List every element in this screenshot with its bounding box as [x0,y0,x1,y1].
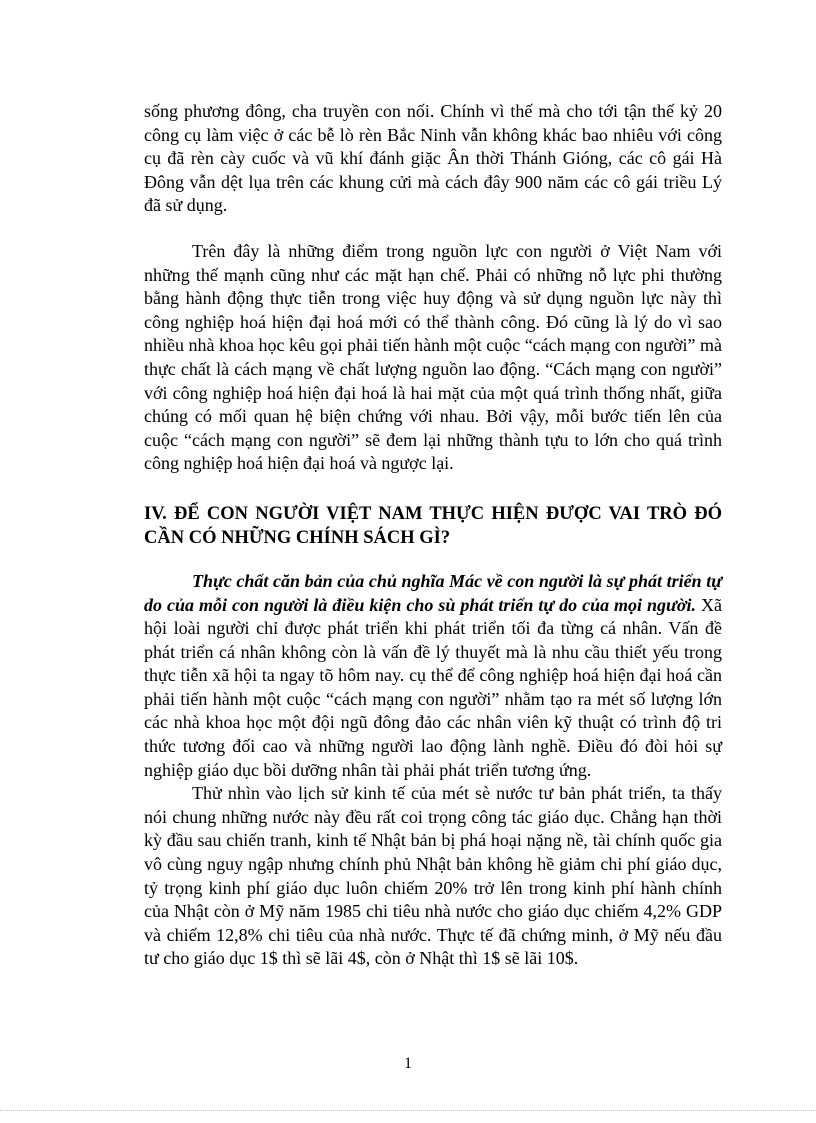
paragraph-marxism [144,570,722,782]
emphasized-statement: Thực chất căn bản của chủ nghĩa Mác về con người là sự phát triển tự do của mỗi con người là điều kiện cho sù phát triển tự do của mọi người. [144,570,722,615]
page-bottom-divider [0,1110,816,1111]
paragraph-marxism-body: Xã hội loài người chỉ được phát triển khi phát triển tối đa từng cá nhân. Vấn đề phát triển cá nhân không còn là vấn đề lý thuyết mà là nhu cầu thiết yếu trong thực tiễn xã hội ta ngay tõ hôm nay. cụ thể để công nghiệp hoá hiện đại hoá cần phải tiến hành một cuộc “cách mạng con người” nhằm tạo ra mét số lượng lớn các nhà khoa học một đội ngũ đông đảo các nhân viên kỹ thuật có trình độ tri thức tương đối cao và những người lao động lành nghề. Điều đó đòi hỏi sự nghiệp giáo dục bồi dưỡng nhân tài phải phát triển tương ứng. [144,594,722,780]
paragraph-human-resources: Trên đây là những điểm trong nguồn lực con người ở Việt Nam với những thế mạnh cũng như các mặt hạn chế. Phải có những nỗ lực phi thường bằng hành động thực tiễn trong việc huy động và sử dụng nguồn lực này thì công nghiệp hoá hiện đại hoá mới có thể thành công. Đó cũng là lý do vì sao nhiều nhà khoa học kêu gọi phải tiến hành một cuộc “cách mạng con người” mà thực chất là cách mạng về chất lượng nguồn lao động. “Cách mạng con người” với công nghiệp hoá hiện đại hoá là hai mặt của một quá trình thống nhất, giữa chúng có mối quan hệ biện chứng với nhau. Bởi vậy, mỗi bước tiến lên của cuộc “cách mạng con người” sẽ đem lại những thành tựu to lớn cho quá trình công nghiệp hoá hiện đại hoá và ngược lại. [144,240,722,474]
section-heading-iv: IV. ĐỂ CON NGƯỜI VIỆT NAM THỰC HIỆN ĐƯỢC VAI TRÒ ĐÓ CẦN CÓ NHỮNG CHÍNH SÁCH GÌ? [144,503,722,548]
page-number: 1 [404,1055,412,1072]
document-page [144,100,722,971]
paragraph-education-economics: Thử nhìn vào lịch sử kinh tế của mét sè nước tư bản phát triển, ta thấy nói chung những nước này đều rất coi trọng công tác giáo dục. Chẳng hạn thời kỳ đầu sau chiến tranh, kinh tế Nhật bản bị phá hoại nặng nề, tài chính quốc gia vô cùng nguy ngập nhưng chính phủ Nhật bản không hề giảm chi phí giáo dục, tỷ trọng kinh phí giáo dục luôn chiếm 20% trở lên trong kinh phí hành chính của Nhật còn ở Mỹ năm 1985 chi tiêu nhà nước cho giáo dục chiếm 4,2% GDP và chiếm 12,8% chi tiêu của nhà nước. Thực tế đã chứng minh, ở Mỹ nếu đầu tư cho giáo dục 1$ thì sẽ lãi 4$, còn ở Nhật thì 1$ sẽ lãi 10$. [144,783,722,969]
paragraph-continuation: sống phương đông, cha truyền con nối. Chính vì thế mà cho tới tận thế kỷ 20 công cụ làm việc ở các bễ lò rèn Bắc Ninh vẫn không khác bao nhiêu với công cụ đã rèn cày cuốc và vũ khí đánh giặc Ân thời Thánh Gióng, các cô gái Hà Đông vẫn dệt lụa trên các khung cửi mà cách đây 900 năm các cô gái triều Lý đã sử dụng. [144,101,722,216]
